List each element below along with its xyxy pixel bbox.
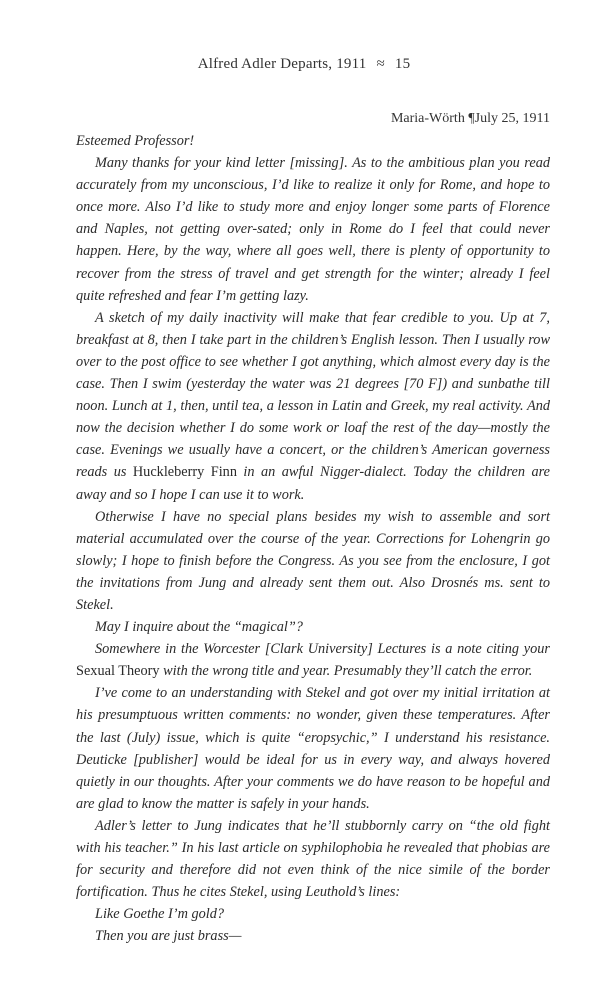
paragraph-text: in an awful Nigger-dialect. Today the children are away and so I hope I can use it to work. — [76, 464, 550, 503]
letter-dateline: Maria-Wörth ¶July 25, 1911 — [390, 111, 550, 126]
running-head — [0, 56, 608, 73]
letter-paragraph — [76, 815, 550, 903]
letter-paragraph — [76, 307, 550, 506]
book-title: Sexual Theory — [76, 663, 160, 680]
paragraph-text: Otherwise I have no special plans besides my wish to assemble and sort material accumulated over the course of the year. Corrections for Lohengrin go slowly; I hope to finish before the Congress. As you see from the enclosure, I got the invitations from Jung and already sent them out. Also Drosnés ms. sent to Stekel. — [76, 508, 550, 613]
paragraph-text: I’ve come to an understanding with Stekel and got over my initial irritation at his presumptuous written comments: no wonder, given these temperatures. After the last (July) issue, which is quite “eropsychic,” I understand his resistance. Deuticke [publisher] would be ideal for us in every way, and always hovered quietly in our thoughts. After your comments we do have reason to be hopeful and are glad to know the matter is safely in your hands. — [76, 685, 550, 812]
paragraph-text: Somewhere in the Worcester [Clark University] Lectures is a note citing your — [95, 641, 550, 658]
paragraph-text: with the wrong title and year. Presumably they’ll catch the error. — [159, 663, 533, 680]
letter-paragraph — [76, 682, 550, 815]
paragraph-text: Adler’s letter to Jung indicates that he’ll stubbornly carry on “the old fight with his teacher.” In his last article on syphilophobia he revealed that phobias are for security and therefore did not even think of the nice simile of the border fortification. Thus he cites Stekel, using Leuthold’s lines: — [76, 817, 550, 901]
running-head-title: Alfred Adler Departs, 1911 — [197, 56, 367, 72]
paragraph-text: Many thanks for your kind letter [missing]. As to the ambitious plan you read accurately from my unconscious, I’d like to realize it only for Rome, and hope to once more. Also I’d like to study more and enjoy longer some parts of Florence and Naples, not getting over-sated; only in Rome do I feel that could never happen. Here, by the way, where all goes well, there is plenty of opportunity to recover from the stress of travel and get strength for the winter; already I feel quite refreshed and fear I’m getting lazy. — [76, 155, 550, 304]
letter-paragraph — [76, 152, 550, 307]
running-head-separator: ≈ — [376, 56, 385, 72]
letter-salutation: Esteemed Professor! — [76, 133, 195, 149]
book-title: Huckleberry Finn — [132, 464, 237, 481]
letter-paragraph — [76, 616, 550, 638]
paragraph-text: A sketch of my daily inactivity will make that fear credible to you. Up at 7, breakfast at 8, then I take part in the children’s English lesson. Then I usually row over to the post office to see whether I got anything, which almost every day is the case. Then I swim (yesterday the water was 21 degrees [70 F]) and sunbathe till noon. Lunch at 1, then, until tea, a lesson in Latin and Greek, my real activity. And now the decision whether I do some work or loaf the rest of the day—mostly the case. Evenings we usually have a concert, or the children’s American governess reads us — [76, 309, 550, 481]
letter-paragraph — [76, 506, 550, 616]
paragraph-text: May I inquire about the “magical”? — [95, 619, 303, 636]
verse-line: Then you are just brass— — [95, 928, 242, 945]
letter-paragraph — [76, 638, 550, 682]
page-number: 15 — [394, 56, 411, 72]
verse-line: Like Goethe I’m gold? — [95, 906, 225, 923]
letter-body — [76, 130, 550, 947]
